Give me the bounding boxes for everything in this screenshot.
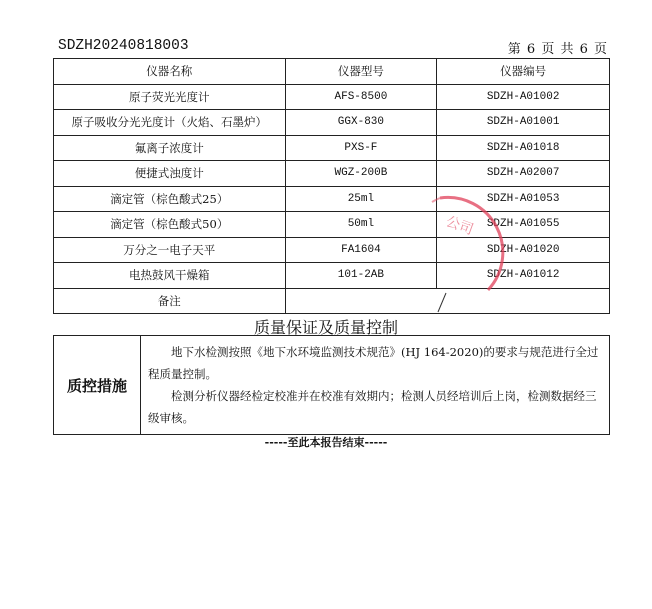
instrument-id: SDZH-A01001 bbox=[437, 110, 610, 136]
quality-control-text bbox=[148, 341, 601, 429]
remarks-slash-mark bbox=[432, 292, 452, 314]
table-row bbox=[54, 237, 610, 263]
instrument-model: FA1604 bbox=[285, 237, 437, 263]
document-number: SDZH20240818003 bbox=[58, 38, 189, 54]
instrument-name: 原子吸收分光光度计（火焰、石墨炉） bbox=[54, 110, 286, 136]
table-row bbox=[54, 161, 610, 187]
instrument-id: SDZH-A01018 bbox=[437, 135, 610, 161]
table-row bbox=[54, 186, 610, 212]
remarks-row bbox=[54, 288, 610, 314]
instrument-model: PXS-F bbox=[285, 135, 437, 161]
instrument-id: SDZH-A01002 bbox=[437, 84, 610, 110]
instrument-name: 电热鼓风干燥箱 bbox=[54, 263, 286, 289]
quality-paragraph: 地下水检测按照《地下水环境监测技术规范》(HJ 164-2020)的要求与规范进行全过程质量控制。 bbox=[148, 345, 599, 381]
table-row bbox=[54, 110, 610, 136]
quality-section-title: 质量保证及质量控制 bbox=[253, 318, 398, 337]
instrument-table bbox=[53, 58, 610, 314]
quality-control-box bbox=[53, 335, 610, 435]
instrument-name: 氟离子浓度计 bbox=[54, 135, 286, 161]
instrument-model: 25ml bbox=[285, 186, 437, 212]
instrument-name: 滴定管（棕色酸式25） bbox=[54, 186, 286, 212]
instrument-model: AFS-8500 bbox=[285, 84, 437, 110]
instrument-id: SDZH-A01012 bbox=[437, 263, 610, 289]
instrument-model: GGX-830 bbox=[285, 110, 437, 136]
instrument-id: SDZH-A01053 bbox=[437, 186, 610, 212]
quality-paragraph: 检测分析仪器经检定校准并在校准有效期内；检测人员经培训后上岗，检测数据经三级审核。 bbox=[148, 389, 597, 425]
report-end-marker: -----至此本报告结束----- bbox=[264, 436, 388, 449]
instrument-model: 101-2AB bbox=[285, 263, 437, 289]
instrument-name: 原子荧光光度计 bbox=[54, 84, 286, 110]
instrument-name: 便捷式浊度计 bbox=[54, 161, 286, 187]
column-header: 仪器编号 bbox=[437, 59, 610, 85]
column-header: 仪器名称 bbox=[54, 59, 286, 85]
table-row bbox=[54, 212, 610, 238]
svg-text:公司: 公司 bbox=[443, 213, 476, 239]
table-row bbox=[54, 135, 610, 161]
quality-control-label: 质控措施 bbox=[54, 336, 141, 434]
table-row bbox=[54, 263, 610, 289]
instrument-id: SDZH-A01020 bbox=[437, 237, 610, 263]
instrument-id: SDZH-A02007 bbox=[437, 161, 610, 187]
page-number: 第 6 页 共 6 页 bbox=[507, 42, 608, 57]
instrument-name: 滴定管（棕色酸式50） bbox=[54, 212, 286, 238]
instrument-id: SDZH-A01055 bbox=[437, 212, 610, 238]
instrument-model: WGZ-200B bbox=[285, 161, 437, 187]
instrument-name: 万分之一电子天平 bbox=[54, 237, 286, 263]
remarks-label: 备注 bbox=[54, 288, 286, 314]
table-row bbox=[54, 84, 610, 110]
instrument-model: 50ml bbox=[285, 212, 437, 238]
column-header: 仪器型号 bbox=[285, 59, 437, 85]
table-header-row bbox=[54, 59, 610, 85]
